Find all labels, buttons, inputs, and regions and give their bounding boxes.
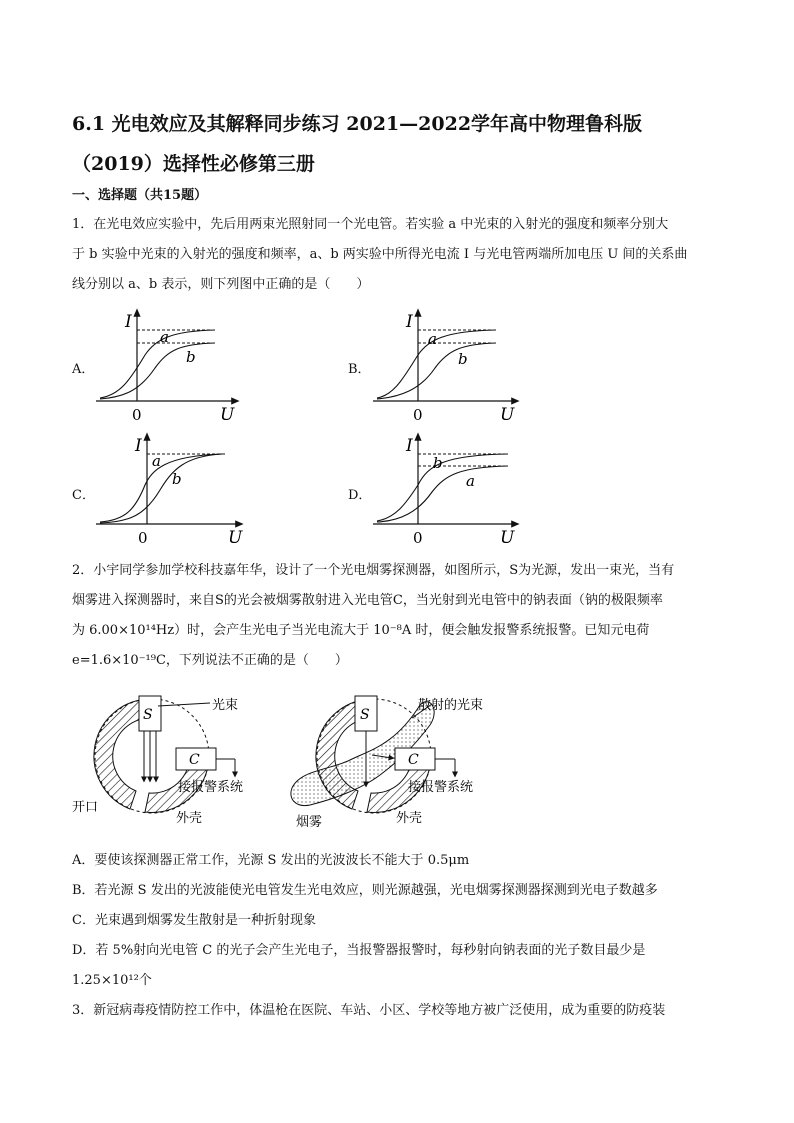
q2-line-3: 为 6.00×10¹⁴Hz）时，会产生光电子当光电流大于 10⁻⁸A 时，便会触发报警系统报警。已知元电荷 [72, 623, 650, 638]
question-2-options [72, 846, 722, 1026]
graph-a-curve-a-label: a [160, 328, 169, 346]
q1-option-c-label: C． [72, 488, 95, 503]
question-3-text: 3．新冠病毒疫情防控工作中，体温枪在医院、车站、小区、学校等地方被广泛使用，成为重要的防疫装 [72, 1003, 666, 1018]
graph-c-curve-a-label: a [152, 452, 161, 470]
title-line-2: （2019）选择性必修第三册 [72, 153, 315, 175]
smoke-label: 烟雾 [296, 815, 323, 830]
q2-line-1: 2．小宇同学参加学校科技嘉年华，设计了一个光电烟雾探测器，如图所示，S为光源，发出一束光，当有 [72, 563, 675, 578]
graph-c-y-label: I [135, 436, 142, 456]
source-label-right: S [360, 707, 370, 723]
tube-label-left: C [189, 752, 200, 768]
graph-b-origin: 0 [413, 406, 423, 424]
graph-a-origin: 0 [132, 406, 142, 424]
graph-b-x-label: U [500, 405, 515, 425]
q1-option-b-label: B． [348, 362, 371, 377]
section-heading: 一、选择题（共15题） [72, 188, 208, 203]
q2-option-a: A．要使该探测器正常工作，光源 S 发出的光波波长不能大于 0.5μm [72, 853, 470, 868]
q2-option-d: D．若 5%射向光电管 C 的光子会产生光电子，当报警器报警时，每秒射向钠表面的光子数目最少是 [72, 943, 646, 958]
q1-line-3: 线分别以 a、b 表示，则下列图中正确的是（ ） [72, 277, 370, 292]
scattered-beam-label: 散射的光束 [418, 698, 484, 713]
opening-label: 开口 [72, 800, 99, 815]
tube-label-right: C [408, 752, 419, 768]
graph-d-curve-b-label: b [433, 454, 443, 472]
graph-d-x-label: U [500, 528, 515, 548]
q1-option-a-label: A． [72, 362, 95, 377]
graph-d-y-label: I [406, 436, 413, 456]
graph-d-curve-a-label: a [466, 472, 475, 490]
graph-d-origin: 0 [413, 529, 423, 547]
shell-label-left: 外壳 [176, 811, 203, 826]
beam-label: 光束 [212, 698, 239, 713]
q2-line-4: e=1.6×10⁻¹⁹C，下列说法不正确的是（ ） [72, 653, 348, 668]
q2-option-d-cont: 1.25×10¹²个 [72, 973, 152, 988]
detector-right [291, 696, 483, 830]
graph-b-curve-a-label: a [428, 330, 437, 348]
detector-left [72, 696, 243, 826]
alarm-label-left: 接报警系统 [178, 780, 244, 795]
alarm-label-right: 接报警系统 [408, 780, 474, 795]
title-line-1: 6.1 光电效应及其解释同步练习 2021—2022学年高中物理鲁科版 [72, 113, 643, 135]
q1-option-d-label: D． [348, 488, 372, 503]
shell-label-right: 外壳 [396, 811, 423, 826]
graph-a-y-label: I [125, 312, 132, 332]
q2-option-b: B．若光源 S 发出的光波能使光电管发生光电效应，则光源越强，光电烟雾探测器探测到光电子数越多 [72, 883, 658, 898]
graph-c-curve-b-label: b [172, 470, 182, 488]
q2-option-c: C．光束遇到烟雾发生散射是一种折射现象 [72, 913, 316, 928]
q2-line-2: 烟雾进入探测器时，来自S的光会被烟雾散射进入光电管C，当光射到光电管中的钠表面（钠的极限频率 [72, 593, 663, 608]
source-label-left: S [143, 707, 153, 723]
q1-line-1: 1．在光电效应实验中，先后用两束光照射同一个光电管。若实验 a 中光束的入射光的强度和频率分别大 [72, 217, 669, 232]
graph-c-x-label: U [228, 528, 243, 548]
q1-line-2: 于 b 实验中光束的入射光的强度和频率，a、b 两实验中所得光电流 I 与光电管两端所加电压 U 间的关系曲 [72, 247, 688, 262]
graph-a-curve-b-label: b [186, 348, 196, 366]
graph-c-origin: 0 [138, 529, 148, 547]
graph-b-y-label: I [406, 312, 413, 332]
graph-a-x-label: U [220, 405, 235, 425]
graph-b-curve-b-label: b [458, 350, 468, 368]
